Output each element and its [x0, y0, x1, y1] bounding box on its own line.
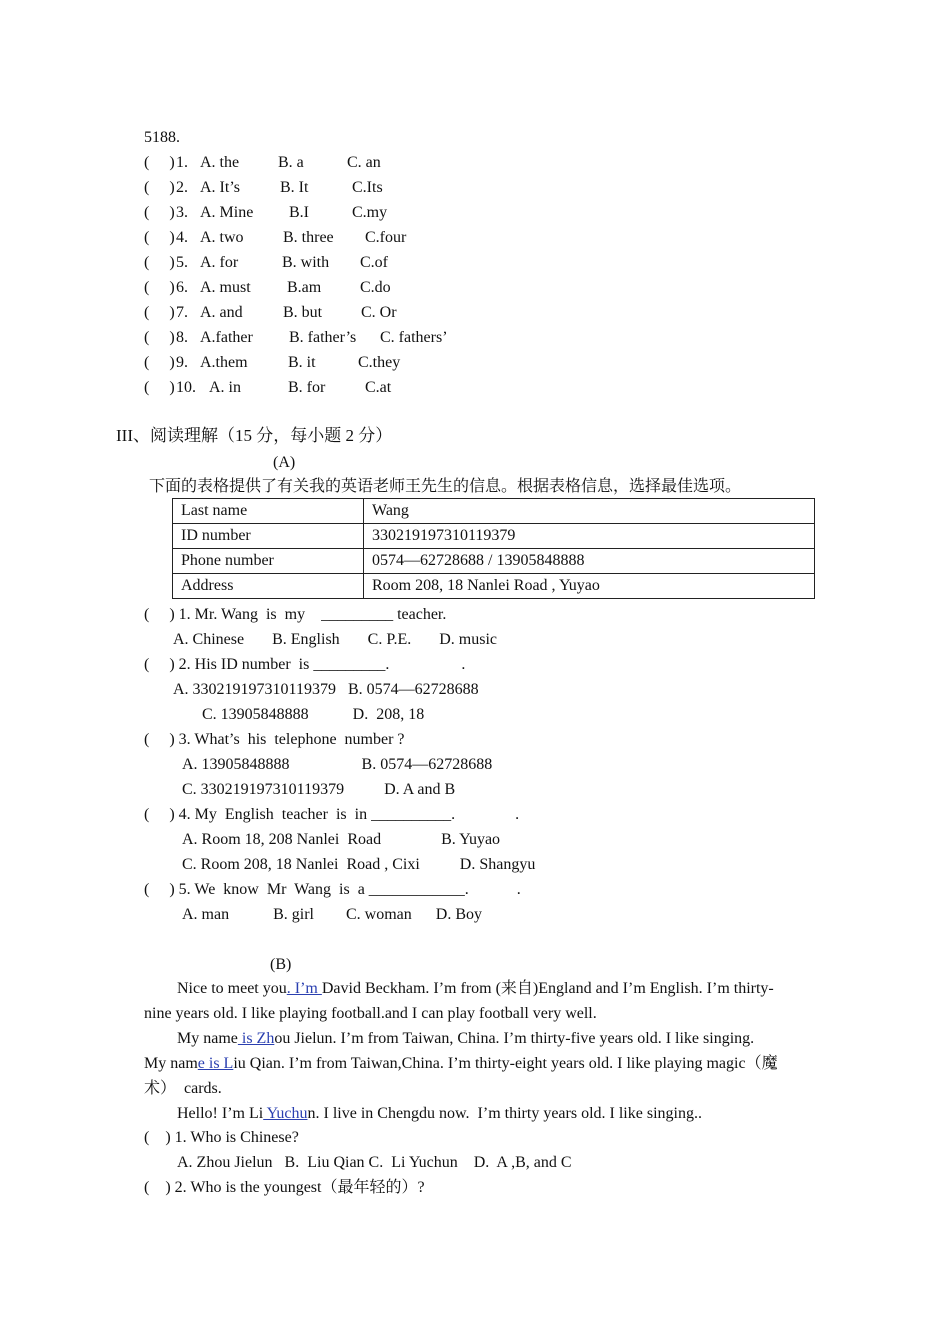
table-value: Wang — [364, 499, 815, 524]
instruction-text: 下面的表格提供了有关我的英语老师王先生的信息。根据表格信息，选择最佳选项。 — [149, 478, 742, 495]
cloze-row — [144, 153, 381, 173]
option-c: C.of — [360, 254, 388, 271]
question-number: 7. — [176, 304, 188, 321]
question-number: 6. — [176, 279, 188, 296]
table-key: Address — [173, 574, 364, 599]
option-c: C.they — [358, 354, 401, 371]
table-row — [173, 524, 815, 549]
table-value: Room 208, 18 Nanlei Road , Yuyao — [364, 574, 815, 599]
passage-link[interactable]: e is L — [197, 1055, 234, 1072]
option-b: B. father’s — [289, 329, 357, 346]
question-b1: ( ) 1. Who is Chinese? — [144, 1129, 299, 1146]
question-b1-options: A. Zhou Jielun B. Liu Qian C. Li Yuchun D. A ,B, and C — [177, 1154, 572, 1171]
answer-paren[interactable]: ( ) — [144, 354, 175, 371]
passage-text: n. I live in Chengdu now. I’m thirty years old. I like singing.. — [307, 1105, 702, 1122]
question-number: 10. — [176, 379, 196, 396]
option-b: B. three — [283, 229, 334, 246]
option-c: C. an — [347, 154, 381, 171]
passage-text: Nice to meet you — [177, 980, 287, 997]
option-b: B. a — [278, 154, 304, 171]
option-b: B.am — [287, 279, 322, 296]
answer-paren[interactable]: ( ) — [144, 204, 175, 221]
passage-text: David Beckham. I’m from (来自)England and I’m English. I’m thirty- — [321, 980, 774, 997]
question-a3-options: C. 330219197310119379 D. A and B — [182, 781, 456, 798]
question-a2-options: C. 13905848888 D. 208, 18 — [202, 706, 425, 723]
option-c: C. Or — [361, 304, 397, 321]
page-number: 5188. — [144, 129, 180, 146]
option-a: A. It’s — [200, 179, 240, 196]
passage-line — [177, 979, 774, 999]
cloze-row — [144, 278, 391, 298]
question-a4: ( ) 4. My English teacher is in __________. . — [144, 806, 520, 823]
answer-paren[interactable]: ( ) — [144, 179, 175, 196]
cloze-row — [144, 303, 397, 323]
answer-paren[interactable]: ( ) — [144, 254, 175, 271]
part-a-label: (A) — [273, 454, 296, 471]
passage-link[interactable]: . I’m — [286, 980, 322, 997]
option-b: B. It — [280, 179, 309, 196]
question-a4-options: C. Room 208, 18 Nanlei Road , Cixi D. Shangyu — [182, 856, 536, 873]
option-a: A. in — [209, 379, 241, 396]
question-a2-options: A. 330219197310119379 B. 0574—62728688 — [173, 681, 479, 698]
option-c: C.my — [352, 204, 388, 221]
table-row — [173, 574, 815, 599]
answer-paren[interactable]: ( ) — [144, 154, 175, 171]
question-number: 3. — [176, 204, 188, 221]
passage-line — [177, 1029, 754, 1049]
answer-paren[interactable]: ( ) — [144, 304, 175, 321]
answer-paren[interactable]: ( ) — [144, 379, 175, 396]
cloze-row — [144, 178, 383, 198]
question-b2: ( ) 2. Who is the youngest（最年轻的）? — [144, 1179, 425, 1196]
question-number: 8. — [176, 329, 188, 346]
option-a: A. two — [200, 229, 244, 246]
passage-line: 术） cards. — [144, 1080, 222, 1097]
cloze-row — [144, 228, 407, 248]
question-a5-options: A. man B. girl C. woman D. Boy — [182, 906, 482, 923]
cloze-row — [144, 253, 388, 273]
cloze-row — [144, 203, 388, 223]
option-a: A.them — [200, 354, 248, 371]
option-c: C. fathers’ — [380, 329, 448, 346]
passage-line — [177, 1104, 702, 1124]
part-b-label: (B) — [270, 956, 292, 973]
table-key: ID number — [173, 524, 364, 549]
option-b: B.I — [289, 204, 309, 221]
question-number: 9. — [176, 354, 188, 371]
question-number: 5. — [176, 254, 188, 271]
teacher-info-table — [172, 498, 815, 599]
passage-text: ou Jielun. I’m from Taiwan, China. I’m thirty-five years old. I like singing. — [274, 1030, 755, 1047]
option-a: A.father — [200, 329, 253, 346]
question-number: 2. — [176, 179, 188, 196]
answer-paren[interactable]: ( ) — [144, 229, 175, 246]
question-a2: ( ) 2. His ID number is _________. . — [144, 656, 466, 673]
table-value: 0574—62728688 / 13905848888 — [364, 549, 815, 574]
option-a: A. and — [200, 304, 243, 321]
passage-link[interactable]: Yuchu — [263, 1105, 308, 1122]
table-row — [173, 499, 815, 524]
option-a: A. for — [200, 254, 239, 271]
question-a1-options: A. Chinese B. English C. P.E. D. music — [173, 631, 498, 648]
passage-text: My name — [177, 1030, 238, 1047]
table-value: 330219197310119379 — [364, 524, 815, 549]
option-a: A. the — [200, 154, 240, 171]
option-b: B. it — [288, 354, 316, 371]
cloze-row — [144, 328, 448, 348]
answer-paren[interactable]: ( ) — [144, 279, 175, 296]
question-a4-options: A. Room 18, 208 Nanlei Road B. Yuyao — [182, 831, 501, 848]
option-a: A. Mine — [200, 204, 254, 221]
question-number: 4. — [176, 229, 188, 246]
option-b: B. but — [283, 304, 323, 321]
option-a: A. must — [200, 279, 251, 296]
cloze-row — [144, 378, 392, 398]
passage-line — [144, 1054, 778, 1074]
passage-line: nine years old. I like playing football.and I can play football very well. — [144, 1005, 597, 1022]
option-b: B. for — [288, 379, 326, 396]
option-c: C.four — [365, 229, 407, 246]
passage-text: Hello! I’m Li — [177, 1105, 264, 1122]
section-title: III、阅读理解（15 分，每小题 2 分） — [116, 426, 393, 445]
passage-text: iu Qian. I’m from Taiwan,China. I’m thirty-eight years old. I like playing magic（魔 — [233, 1055, 778, 1072]
answer-paren[interactable]: ( ) — [144, 329, 175, 346]
cloze-row — [144, 353, 401, 373]
question-a3-options: A. 13905848888 B. 0574—62728688 — [182, 756, 493, 773]
question-a1: ( ) 1. Mr. Wang is my _________ teacher. — [144, 606, 447, 623]
table-key: Phone number — [173, 549, 364, 574]
table-key: Last name — [173, 499, 364, 524]
passage-link[interactable]: is Zh — [237, 1030, 275, 1047]
question-a5: ( ) 5. We know Mr Wang is a ____________. . — [144, 881, 521, 898]
question-a3: ( ) 3. What’s his telephone number ? — [144, 731, 405, 748]
option-c: C.Its — [352, 179, 383, 196]
option-c: C.at — [365, 379, 392, 396]
question-number: 1. — [176, 154, 188, 171]
table-row — [173, 549, 815, 574]
passage-text: My nam — [144, 1055, 198, 1072]
option-c: C.do — [360, 279, 391, 296]
option-b: B. with — [282, 254, 330, 271]
